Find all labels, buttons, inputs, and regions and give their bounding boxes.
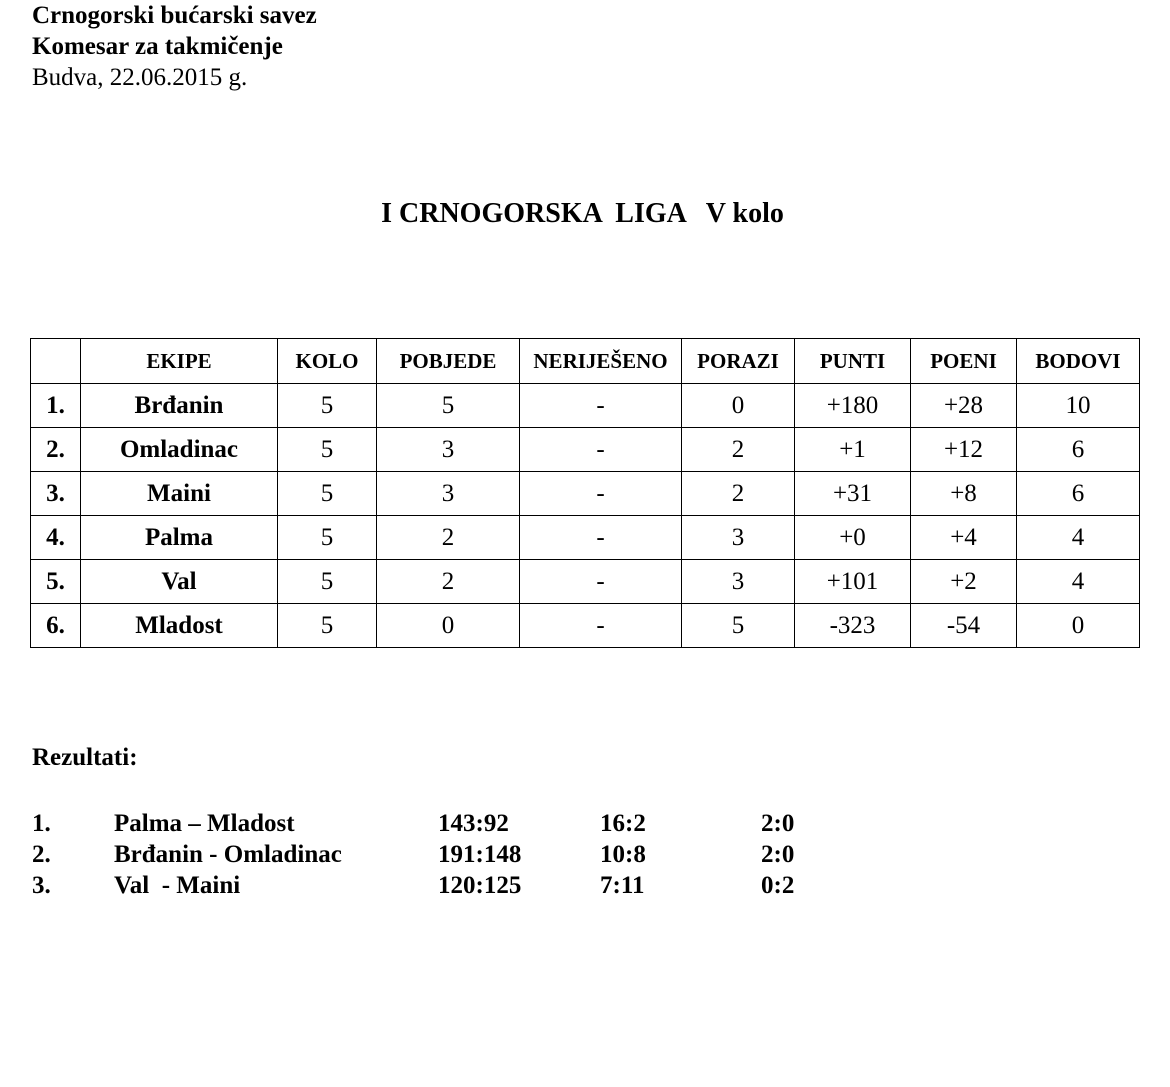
bodovi-cell: 4	[1017, 560, 1140, 604]
rank-cell: 2.	[31, 428, 81, 472]
result-match: Palma – Mladost	[114, 810, 295, 837]
kolo-cell: 5	[278, 428, 377, 472]
rank-cell: 5.	[31, 560, 81, 604]
rank-cell: 4.	[31, 516, 81, 560]
table-row	[31, 516, 1140, 560]
bodovi-cell: 4	[1017, 516, 1140, 560]
poeni-cell: +4	[911, 516, 1017, 560]
result-points: 2:0	[761, 810, 795, 837]
team-cell: Omladinac	[81, 428, 278, 472]
nerijeseno-cell: -	[520, 428, 682, 472]
poeni-cell: +2	[911, 560, 1017, 604]
kolo-cell: 5	[278, 604, 377, 648]
list-item	[32, 870, 795, 901]
nerijeseno-cell: -	[520, 472, 682, 516]
kolo-cell: 5	[278, 384, 377, 428]
pobjede-cell: 2	[377, 560, 520, 604]
punti-cell: -323	[795, 604, 911, 648]
list-item	[32, 808, 795, 839]
porazi-cell: 2	[682, 472, 795, 516]
bodovi-cell: 6	[1017, 472, 1140, 516]
place-date: Budva, 22.06.2015 g.	[32, 64, 248, 91]
porazi-cell: 3	[682, 516, 795, 560]
kolo-cell: 5	[278, 472, 377, 516]
poeni-cell: +8	[911, 472, 1017, 516]
rank-cell: 6.	[31, 604, 81, 648]
bodovi-cell: 0	[1017, 604, 1140, 648]
list-item	[32, 839, 795, 870]
porazi-cell: 2	[682, 428, 795, 472]
col-header-porazi: PORAZI	[682, 339, 795, 384]
col-header-punti: PUNTI	[795, 339, 911, 384]
punti-cell: +0	[795, 516, 911, 560]
table-header-row	[31, 339, 1140, 384]
nerijeseno-cell: -	[520, 604, 682, 648]
pobjede-cell: 2	[377, 516, 520, 560]
bodovi-cell: 10	[1017, 384, 1140, 428]
result-sets: 7:11	[600, 872, 645, 899]
table-row	[31, 384, 1140, 428]
rank-cell: 3.	[31, 472, 81, 516]
rank-cell: 1.	[31, 384, 81, 428]
poeni-cell: -54	[911, 604, 1017, 648]
result-points: 0:2	[761, 872, 795, 899]
col-header-rank	[31, 339, 81, 384]
result-number: 2.	[32, 841, 51, 868]
punti-cell: +31	[795, 472, 911, 516]
commissioner-title: Komesar za takmičenje	[32, 33, 283, 60]
page-title: I CRNOGORSKA LIGA V kolo	[381, 198, 784, 229]
punti-cell: +1	[795, 428, 911, 472]
results-list	[32, 808, 795, 901]
table-row	[31, 428, 1140, 472]
result-match: Brđanin - Omladinac	[114, 841, 342, 868]
kolo-cell: 5	[278, 560, 377, 604]
result-score: 120:125	[438, 872, 522, 899]
team-cell: Palma	[81, 516, 278, 560]
col-header-kolo: KOLO	[278, 339, 377, 384]
standings-table	[30, 338, 1140, 648]
col-header-bodovi: BODOVI	[1017, 339, 1140, 384]
poeni-cell: +28	[911, 384, 1017, 428]
result-score: 143:92	[438, 810, 509, 837]
col-header-nerijeseno: NERIJEŠENO	[520, 339, 682, 384]
result-match: Val - Maini	[114, 872, 241, 899]
porazi-cell: 5	[682, 604, 795, 648]
team-cell: Mladost	[81, 604, 278, 648]
team-cell: Val	[81, 560, 278, 604]
result-points: 2:0	[761, 841, 795, 868]
result-number: 1.	[32, 810, 51, 837]
document-header	[32, 0, 317, 93]
federation-name: Crnogorski bućarski savez	[32, 2, 317, 29]
nerijeseno-cell: -	[520, 560, 682, 604]
col-header-pobjede: POBJEDE	[377, 339, 520, 384]
col-header-poeni: POENI	[911, 339, 1017, 384]
result-number: 3.	[32, 872, 51, 899]
porazi-cell: 3	[682, 560, 795, 604]
result-score: 191:148	[438, 841, 522, 868]
team-cell: Maini	[81, 472, 278, 516]
nerijeseno-cell: -	[520, 516, 682, 560]
team-cell: Brđanin	[81, 384, 278, 428]
result-sets: 10:8	[600, 841, 646, 868]
table-row	[31, 560, 1140, 604]
table-row	[31, 472, 1140, 516]
col-header-ekipe: EKIPE	[81, 339, 278, 384]
results-heading: Rezultati:	[32, 744, 138, 771]
table-row	[31, 604, 1140, 648]
nerijeseno-cell: -	[520, 384, 682, 428]
pobjede-cell: 5	[377, 384, 520, 428]
pobjede-cell: 3	[377, 428, 520, 472]
pobjede-cell: 3	[377, 472, 520, 516]
pobjede-cell: 0	[377, 604, 520, 648]
bodovi-cell: 6	[1017, 428, 1140, 472]
kolo-cell: 5	[278, 516, 377, 560]
punti-cell: +101	[795, 560, 911, 604]
result-sets: 16:2	[600, 810, 646, 837]
porazi-cell: 0	[682, 384, 795, 428]
punti-cell: +180	[795, 384, 911, 428]
poeni-cell: +12	[911, 428, 1017, 472]
